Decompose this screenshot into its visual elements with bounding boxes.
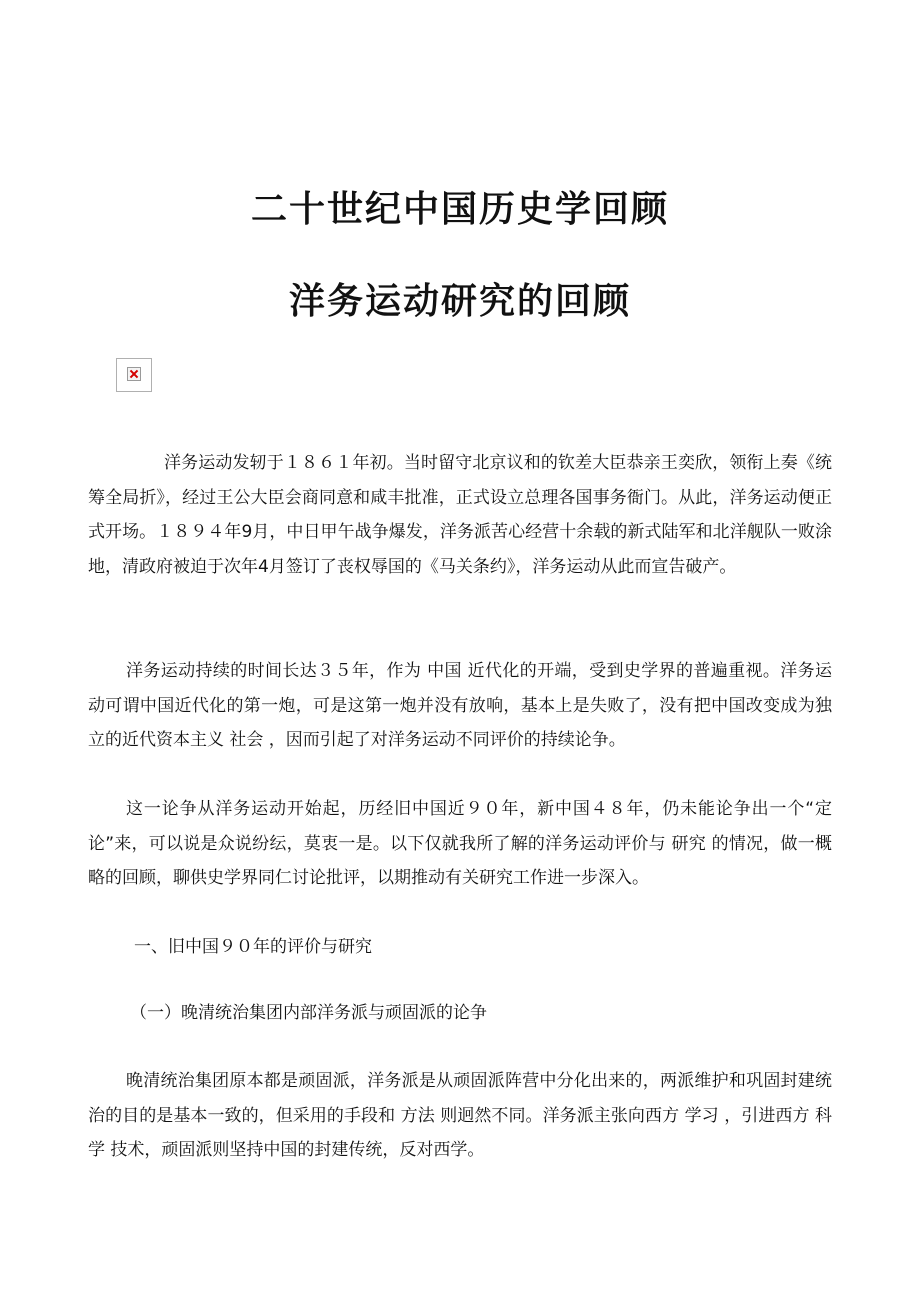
broken-image-x-icon: [127, 367, 141, 381]
broken-image-icon: [116, 358, 152, 392]
paragraph-factions: 晚清统治集团原本都是顽固派，洋务派是从顽固派阵营中分化出来的，两派维护和巩固封建统治的目的是基本一致的，但采用的手段和 方法 则迥然不同。洋务派主张向西方 学习 ，引进西方 科学 技术，顽固派则坚持中国的封建传统，反对西学。: [88, 1071, 832, 1160]
paragraph-intro: 洋务运动发轫于１８６１年初。当时留守北京议和的钦差大臣恭亲王奕欣，领衔上奏《统筹全局折》，经过王公大臣会商同意和咸丰批准，正式设立总理各国事务衙门。从此，洋务运动便正式开场。１８９４年9月，中日甲午战争爆发，洋务派苦心经营十余载的新式陆军和北洋舰队一败涂地，清政府被迫于次年4月签订了丧权辱国的《马关条约》，洋务运动从此而宣告破产。: [88, 453, 832, 577]
paragraph-debate: 这一论争从洋务运动开始起，历经旧中国近９０年，新中国４８年，仍未能论争出一个“定论”来，可以说是众说纷纭，莫衷一是。以下仅就我所了解的洋务运动评价与 研究 的情况，做一概略的回顾，聊供史学界同仁讨论批评，以期推动有关研究工作进一步深入。: [88, 799, 832, 888]
paragraph-duration: 洋务运动持续的时间长达３５年，作为 中国 近代化的开端，受到史学界的普遍重视。洋务运动可谓中国近代化的第一炮，可是这第一炮并没有放响，基本上是失败了，没有把中国改变成为独立的近代资本主义 社会 ，因而引起了对洋务运动不同评价的持续论争。: [88, 661, 832, 750]
section-heading: 一、旧中国９０年的评价与研究: [134, 937, 372, 957]
subsection-heading: （一）晚清统治集团内部洋务派与顽固派的论争: [130, 1003, 487, 1023]
subtitle: 洋务运动研究的回顾: [288, 281, 631, 322]
main-title: 二十世纪中国历史学回顾: [250, 189, 669, 230]
